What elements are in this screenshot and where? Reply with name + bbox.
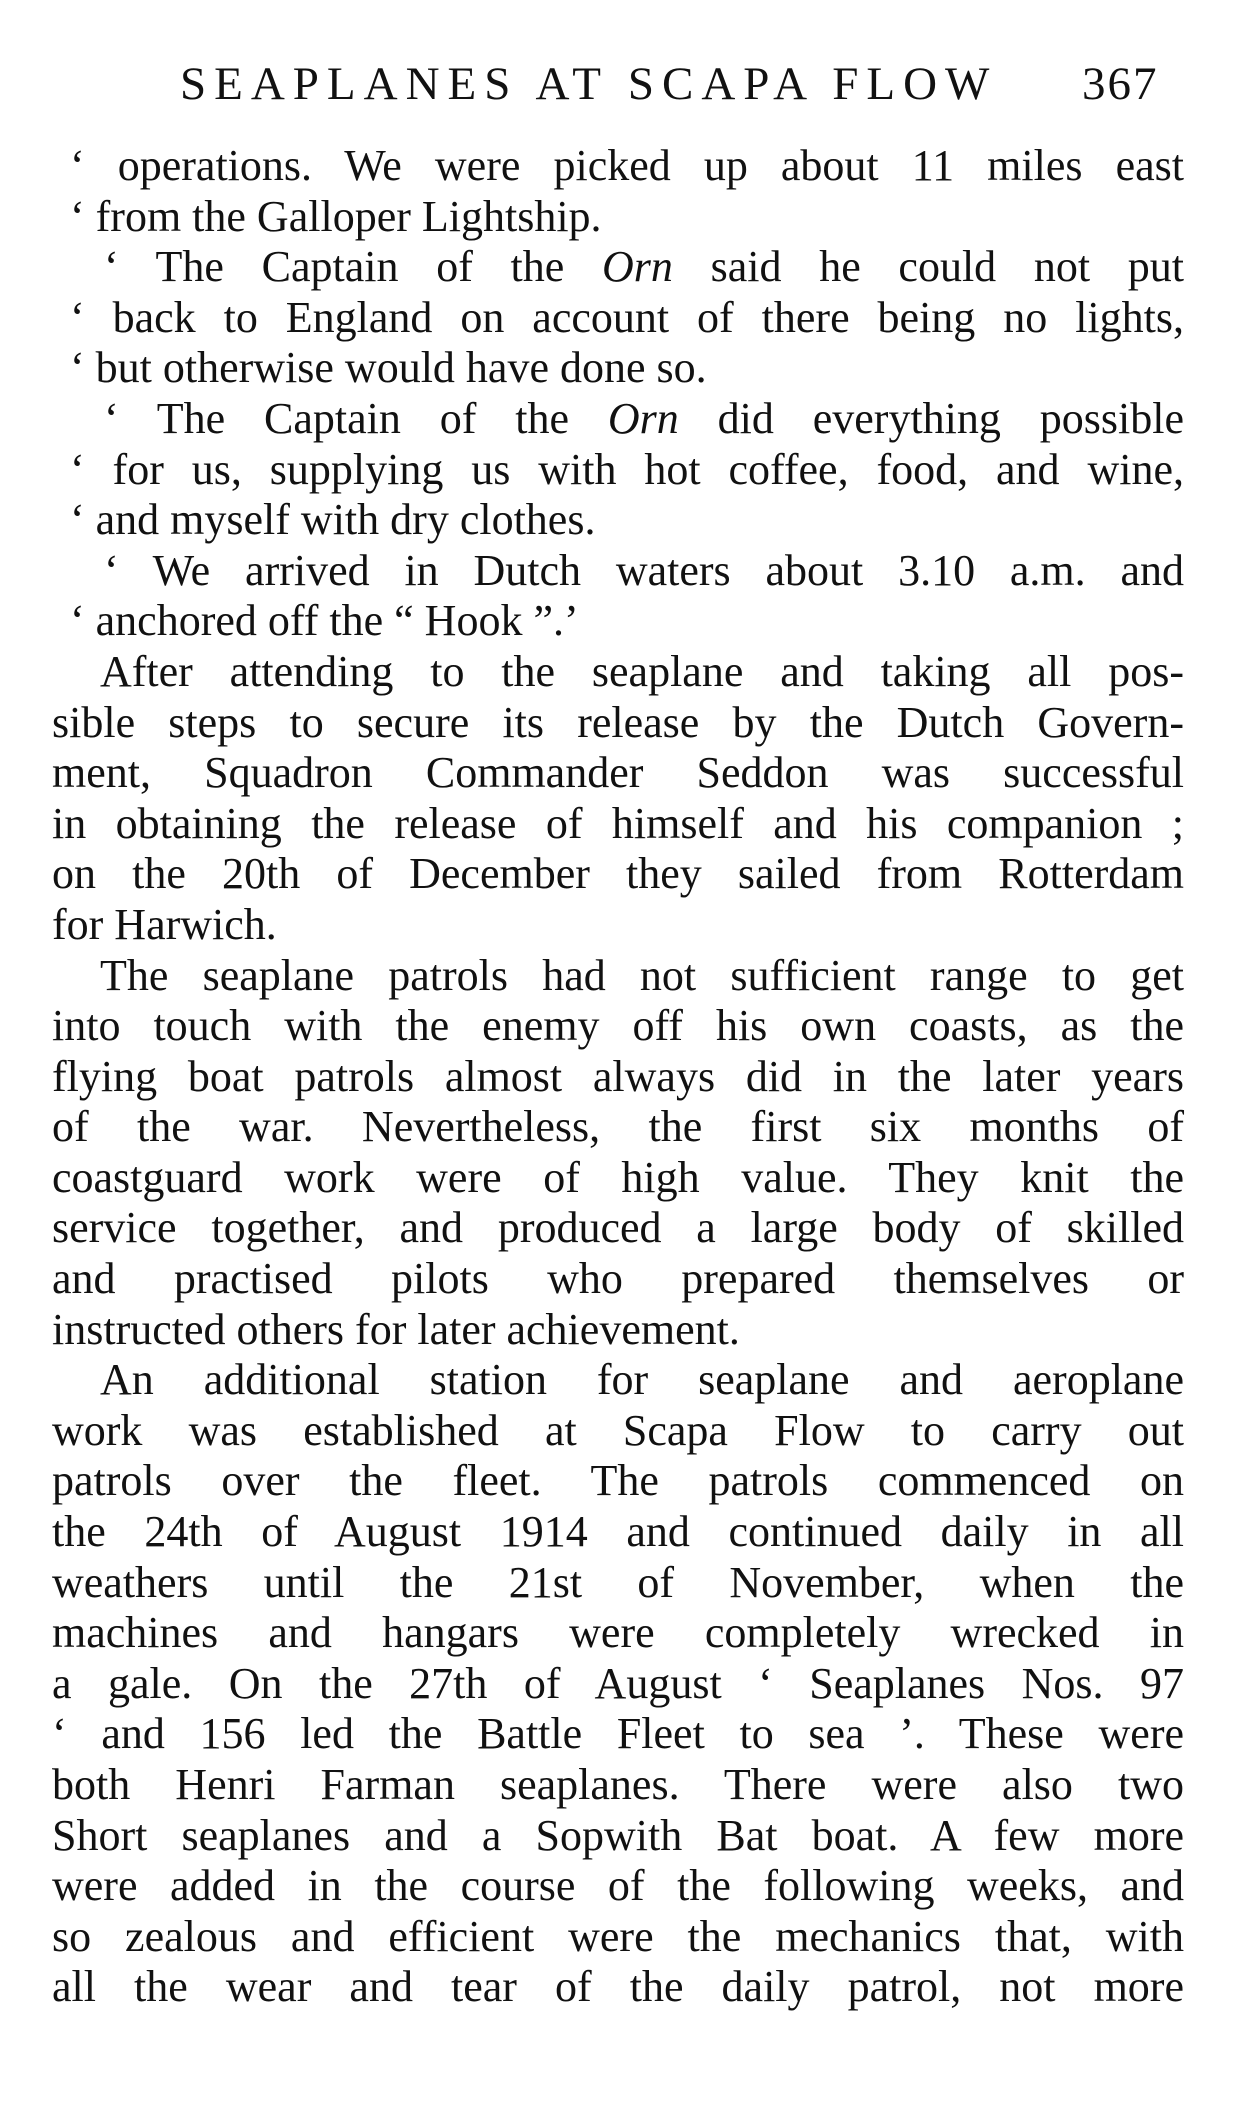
text-line: for Harwich. xyxy=(52,899,277,949)
text-line: ‘ anchored off the “ Hook ”.’ xyxy=(70,596,579,646)
ship-name: Orn xyxy=(607,393,679,443)
text-line: sible steps to secure its release by the Dutch Govern- xyxy=(52,697,1184,747)
text-line: machines and hangars were completely wrecked in xyxy=(52,1608,1184,1658)
text-line: ‘ but otherwise would have done so. xyxy=(70,343,707,393)
text-line: ment, Squadron Commander Seddon was successful xyxy=(52,748,1184,798)
text-line: ‘ operations. We were picked up about 11 miles east xyxy=(70,141,1184,190)
text-line: both Henri Farman seaplanes. There were also two xyxy=(52,1760,1184,1809)
text-line: work was established at Scapa Flow to carry out xyxy=(52,1405,1184,1455)
text-line: ‘ The Captain of the Orn did everything possible xyxy=(104,393,1184,443)
text-line: ‘ back to England on account of there being no lights, xyxy=(70,292,1184,342)
text-line: weathers until the 21st of November, when the xyxy=(52,1557,1184,1607)
text-line: Short seaplanes and a Sopwith Bat boat. A few more xyxy=(52,1810,1184,1860)
page-number: 367 xyxy=(1082,58,1159,110)
text-line: coastguard work were of high value. They knit the xyxy=(52,1152,1184,1202)
text-line: ‘ We arrived in Dutch waters about 3.10 a.m. and xyxy=(104,545,1184,595)
text-line: ‘ The Captain of the Orn said he could not put xyxy=(104,242,1185,292)
running-title: SEAPLANES AT SCAPA FLOW xyxy=(180,58,998,110)
text-line: After attending to the seaplane and taking all pos- xyxy=(100,646,1184,696)
text-line: ‘ from the Galloper Lightship. xyxy=(70,191,602,241)
text-line: The seaplane patrols had not sufficient range to get xyxy=(100,950,1184,1000)
text-line: all the wear and tear of the daily patrol, not more xyxy=(52,1962,1184,2012)
text-line: a gale. On the 27th of August ‘ Seaplanes Nos. 97 xyxy=(52,1658,1184,1708)
text-line: in obtaining the release of himself and his companion ; xyxy=(52,798,1184,848)
text-line: An additional station for seaplane and aeroplane xyxy=(100,1355,1184,1405)
text-line: service together, and produced a large body of skilled xyxy=(52,1203,1184,1253)
text-line: into touch with the enemy off his own coasts, as the xyxy=(52,1001,1184,1051)
text-line: of the war. Nevertheless, the first six months of xyxy=(52,1102,1184,1152)
ship-name: Orn xyxy=(602,242,673,292)
text-line: ‘ and myself with dry clothes. xyxy=(70,495,596,545)
text-line: and practised pilots who prepared themselves or xyxy=(52,1254,1184,1304)
text-line: on the 20th of December they sailed from Rotterdam xyxy=(52,849,1184,899)
text-line: flying boat patrols almost always did in the later years xyxy=(52,1051,1184,1101)
body-text xyxy=(52,141,1184,2013)
text-line: ‘ and 156 led the Battle Fleet to sea ’. These were xyxy=(52,1709,1184,1759)
text-line: were added in the course of the following weeks, and xyxy=(52,1861,1184,1911)
text-line: patrols over the fleet. The patrols commenced on xyxy=(52,1456,1184,1506)
text-line: ‘ for us, supplying us with hot coffee, food, and wine, xyxy=(70,444,1184,494)
text-line: so zealous and efficient were the mechanics that, with xyxy=(52,1911,1184,1961)
text-line: instructed others for later achievement. xyxy=(52,1304,740,1354)
text-line: the 24th of August 1914 and continued daily in all xyxy=(52,1507,1184,1557)
